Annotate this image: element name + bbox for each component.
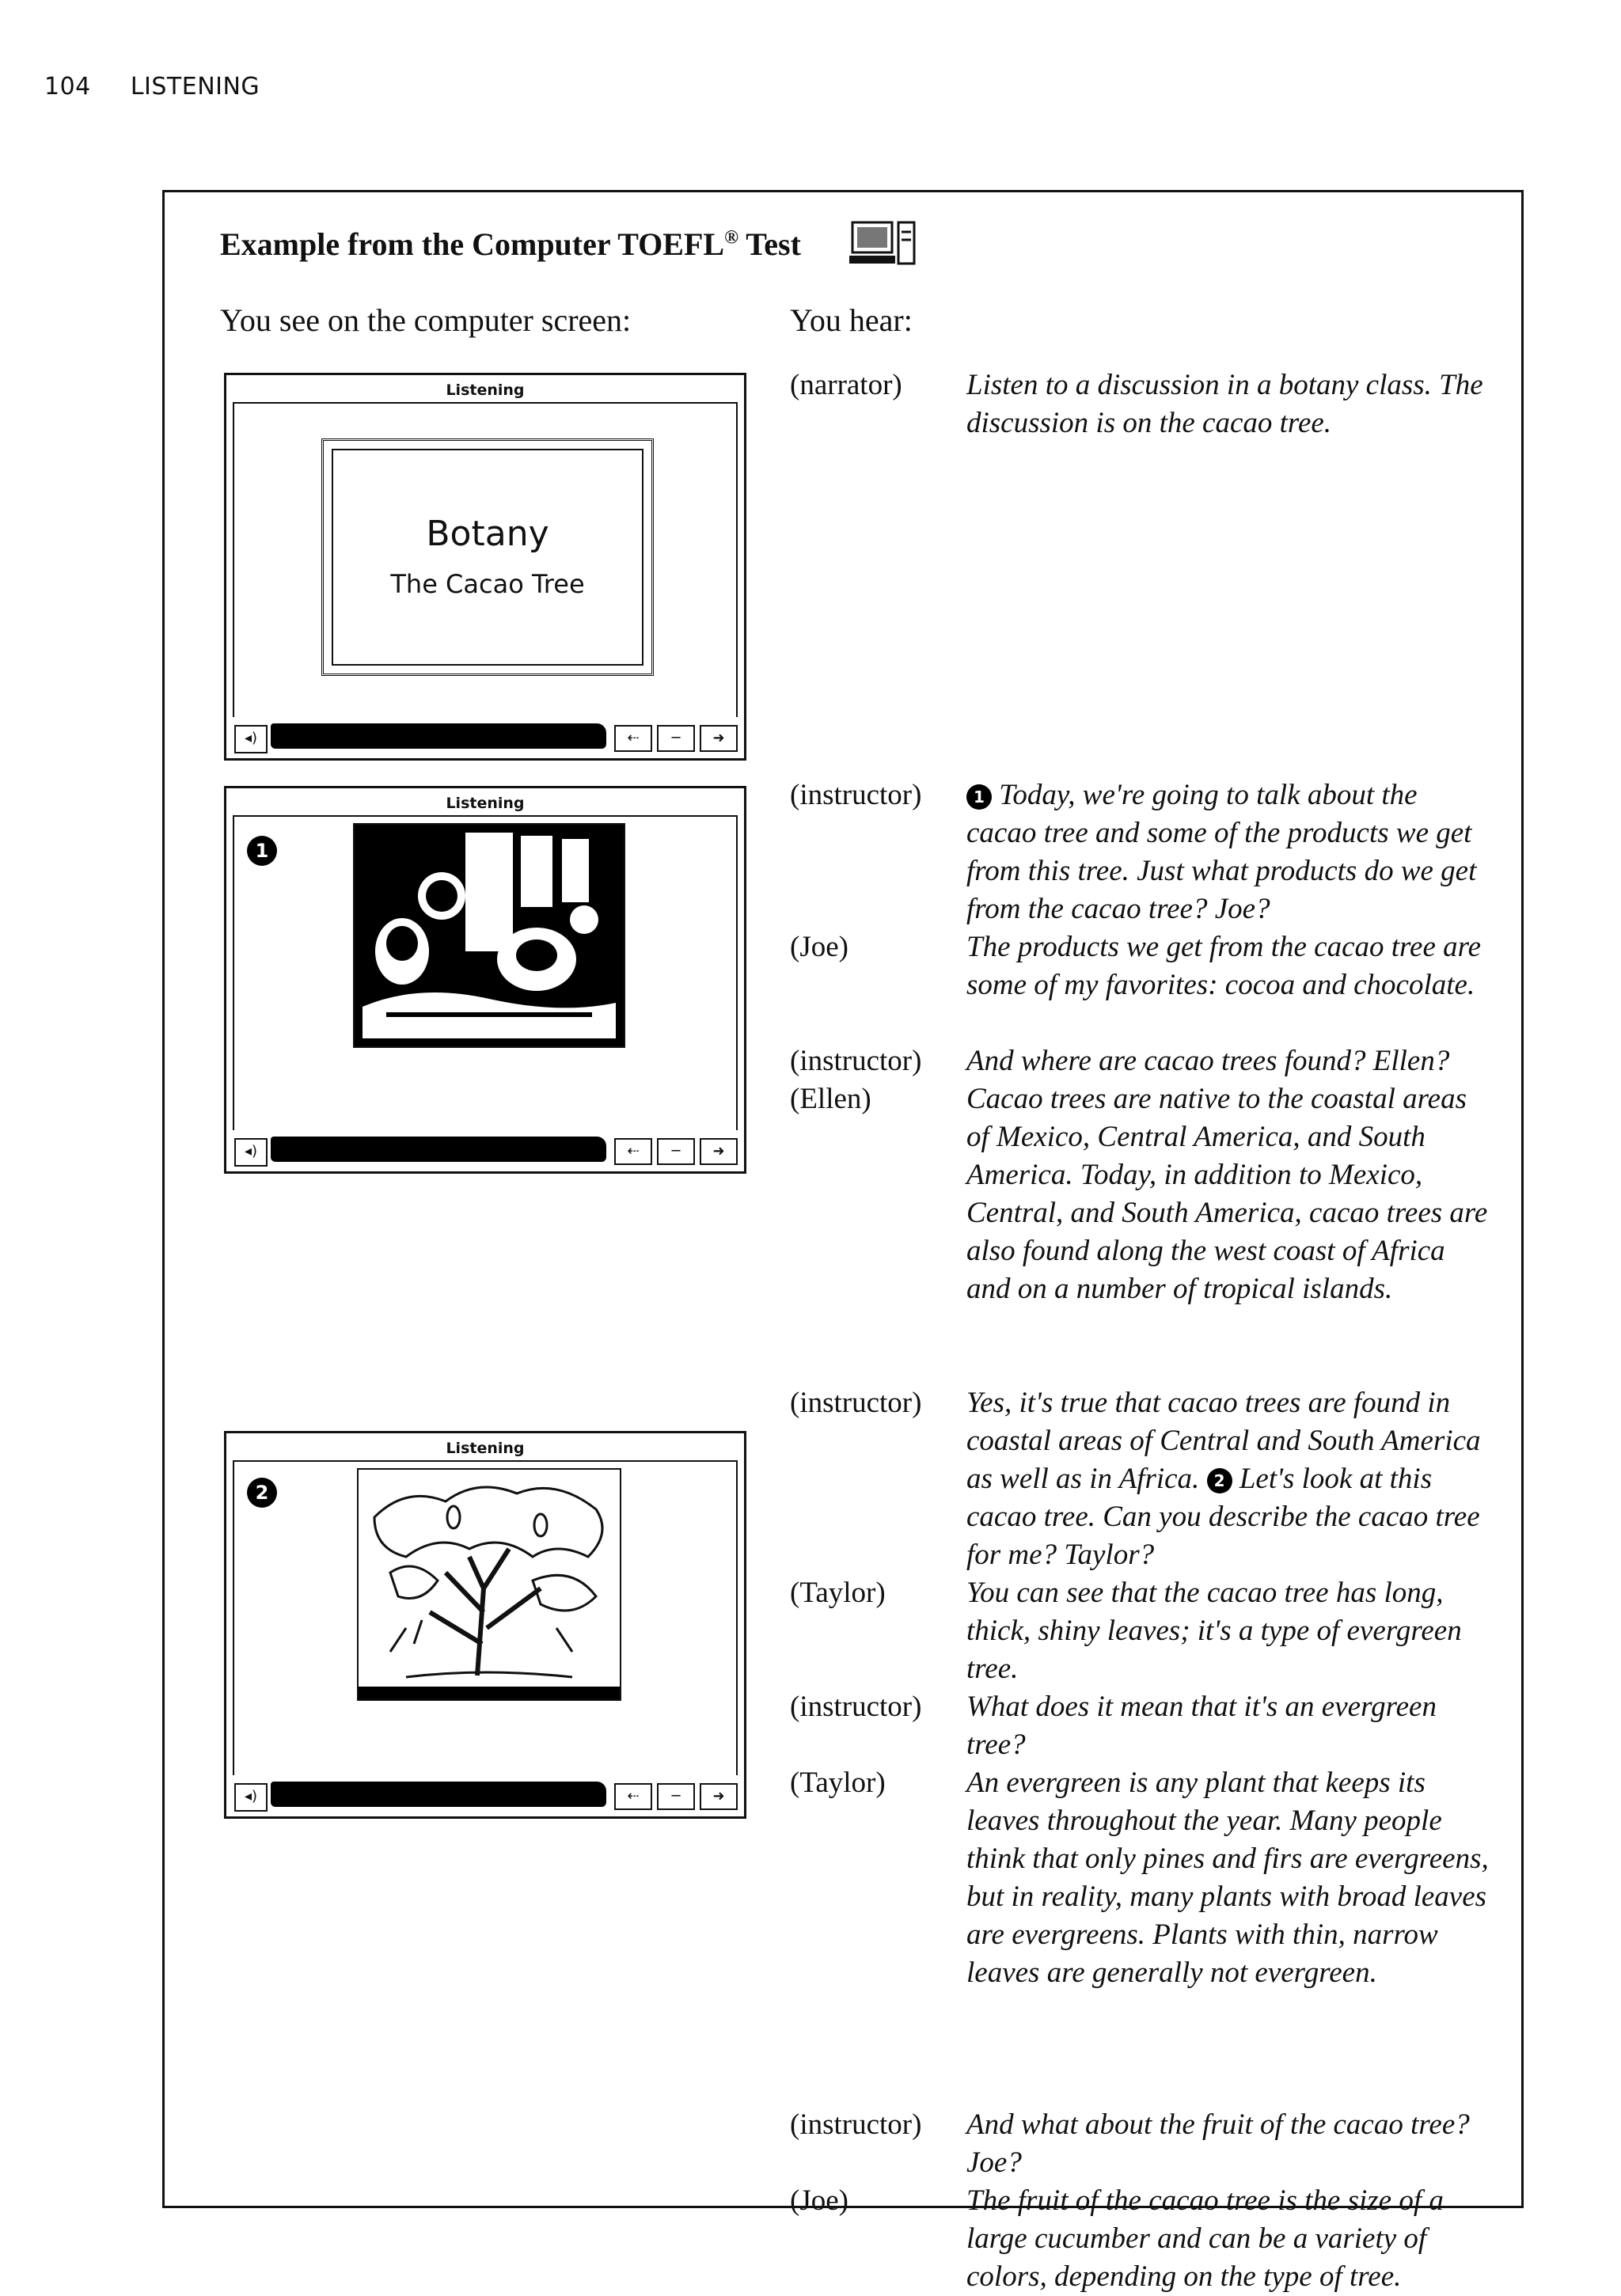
speaker-label: (instructor): [790, 2108, 922, 2141]
utterance: The products we get from the cacao tree are some of my favorites: cocoa and chocolate.: [966, 931, 1482, 1001]
back-icon[interactable]: ⇠: [614, 725, 652, 752]
volume-icon[interactable]: ◂): [234, 725, 268, 753]
back-icon[interactable]: ⇠: [614, 1138, 652, 1165]
next-icon[interactable]: ➜: [700, 1783, 738, 1810]
screen-tab-label: Listening: [446, 1440, 525, 1457]
volume-icon[interactable]: ◂): [234, 1138, 268, 1167]
screen-left-edge: [233, 815, 234, 1130]
computer-screen-photo: [224, 786, 746, 1174]
computer-icon: [849, 219, 916, 267]
speaker-label: (instructor): [790, 779, 922, 811]
utterance: [966, 1384, 1490, 1574]
screen-tab-label: Listening: [446, 795, 525, 812]
marker-1-icon: 1: [966, 784, 992, 810]
screen-right-edge: [736, 402, 738, 717]
speaker-label: (instructor): [790, 1387, 922, 1419]
tree-illustration: [357, 1468, 621, 1701]
screen-right-edge: [736, 815, 738, 1130]
section-title: LISTENING: [130, 73, 260, 101]
screen-right-edge: [736, 1460, 738, 1775]
screen-toolbar: [230, 720, 741, 755]
screen-left-edge: [233, 1460, 234, 1775]
speaker-label: (Taylor): [790, 1577, 886, 1609]
speaker-label: (Ellen): [790, 1083, 871, 1115]
computer-screen-title: [224, 373, 746, 761]
right-column-heading: You hear:: [790, 302, 913, 338]
utterance: Cacao trees are native to the coastal areas of Mexico, Central America, and South America. Today, in addition to Mexico, Central, and South America, cacao trees are also found along the west coast of Africa and on a number of tropical islands.: [966, 1083, 1488, 1305]
help-icon[interactable]: ─: [657, 725, 695, 752]
page-number: 104: [44, 73, 91, 101]
computer-screen-tree: [224, 1431, 746, 1819]
utterance: Listen to a discussion in a botany class. The discussion is on the cacao tree.: [966, 369, 1483, 439]
box-title-suffix: Test: [738, 226, 801, 262]
volume-icon[interactable]: ◂): [234, 1783, 268, 1812]
screen-left-edge: [233, 402, 234, 717]
speaker-label: (Taylor): [790, 1767, 886, 1799]
marker-1-badge: 1: [247, 836, 277, 866]
utterance: An evergreen is any plant that keeps its leaves throughout the year. Many people think that only pines and firs are evergreens, but in reality, many plants with broad leaves are evergreens. Plants with thin, narrow leaves are generally not evergreen.: [966, 1767, 1489, 1989]
box-title-text: Example from the Computer TOEFL: [220, 226, 725, 262]
registered-mark: ®: [724, 227, 738, 249]
utterance-text: Yes, it's true that cacao trees are found in coastal areas of Central and South America as well as in Africa.: [966, 1387, 1481, 1495]
classroom-photo: [353, 823, 625, 1048]
screen-divider: [234, 815, 736, 817]
utterance: The fruit of the cacao tree is the size of a large cucumber and can be a variety of colors, depending on the type of tree.: [966, 2184, 1444, 2293]
screen-divider: [234, 1460, 736, 1462]
utterance: You can see that the cacao tree has long, thick, shiny leaves; it's a type of evergreen tree.: [966, 1577, 1462, 1685]
screen-toolbar: [230, 1133, 741, 1168]
example-box: [162, 190, 1524, 2293]
next-icon[interactable]: ➜: [700, 1138, 738, 1165]
speaker-label: (instructor): [790, 1691, 922, 1723]
next-icon[interactable]: ➜: [700, 725, 738, 752]
title-card: [321, 438, 654, 676]
progress-bar: [271, 1137, 606, 1162]
speaker-label: (Joe): [790, 2184, 848, 2217]
speaker-label: (Joe): [790, 931, 848, 963]
left-column-heading: You see on the computer screen:: [220, 302, 632, 338]
speaker-label: (narrator): [790, 369, 902, 401]
running-header: [44, 73, 260, 101]
screen-toolbar: [230, 1778, 741, 1813]
help-icon[interactable]: ─: [657, 1783, 695, 1810]
lecture-subtitle: The Cacao Tree: [390, 569, 585, 599]
tree-progress-strip: [359, 1687, 620, 1699]
progress-bar: [271, 723, 606, 749]
back-icon[interactable]: ⇠: [614, 1783, 652, 1810]
utterance: And what about the fruit of the cacao tree? Joe?: [966, 2108, 1470, 2179]
utterance-text: Today, we're going to talk about the cacao tree and some of the products we get from this tree. Just what products do we get from the cacao tree? Joe?: [966, 779, 1477, 925]
screen-tab-label: Listening: [446, 381, 525, 399]
help-icon[interactable]: ─: [657, 1138, 695, 1165]
marker-2-badge: 2: [247, 1478, 277, 1508]
progress-bar: [271, 1782, 606, 1807]
lecture-title: Botany: [426, 514, 549, 554]
marker-2-icon: 2: [1207, 1468, 1232, 1493]
utterance: [966, 776, 1490, 928]
screen-divider: [234, 402, 736, 404]
speaker-label: (instructor): [790, 1045, 922, 1077]
cacao-tree-drawing: [359, 1470, 617, 1685]
box-title: [220, 226, 801, 263]
utterance: And where are cacao trees found? Ellen?: [966, 1045, 1450, 1077]
title-card-inner: [332, 449, 643, 666]
utterance-text: Let's look at this cacao tree. Can you describe the cacao tree for me? Taylor?: [966, 1463, 1480, 1571]
utterance: What does it mean that it's an evergreen tree?: [966, 1691, 1437, 1761]
